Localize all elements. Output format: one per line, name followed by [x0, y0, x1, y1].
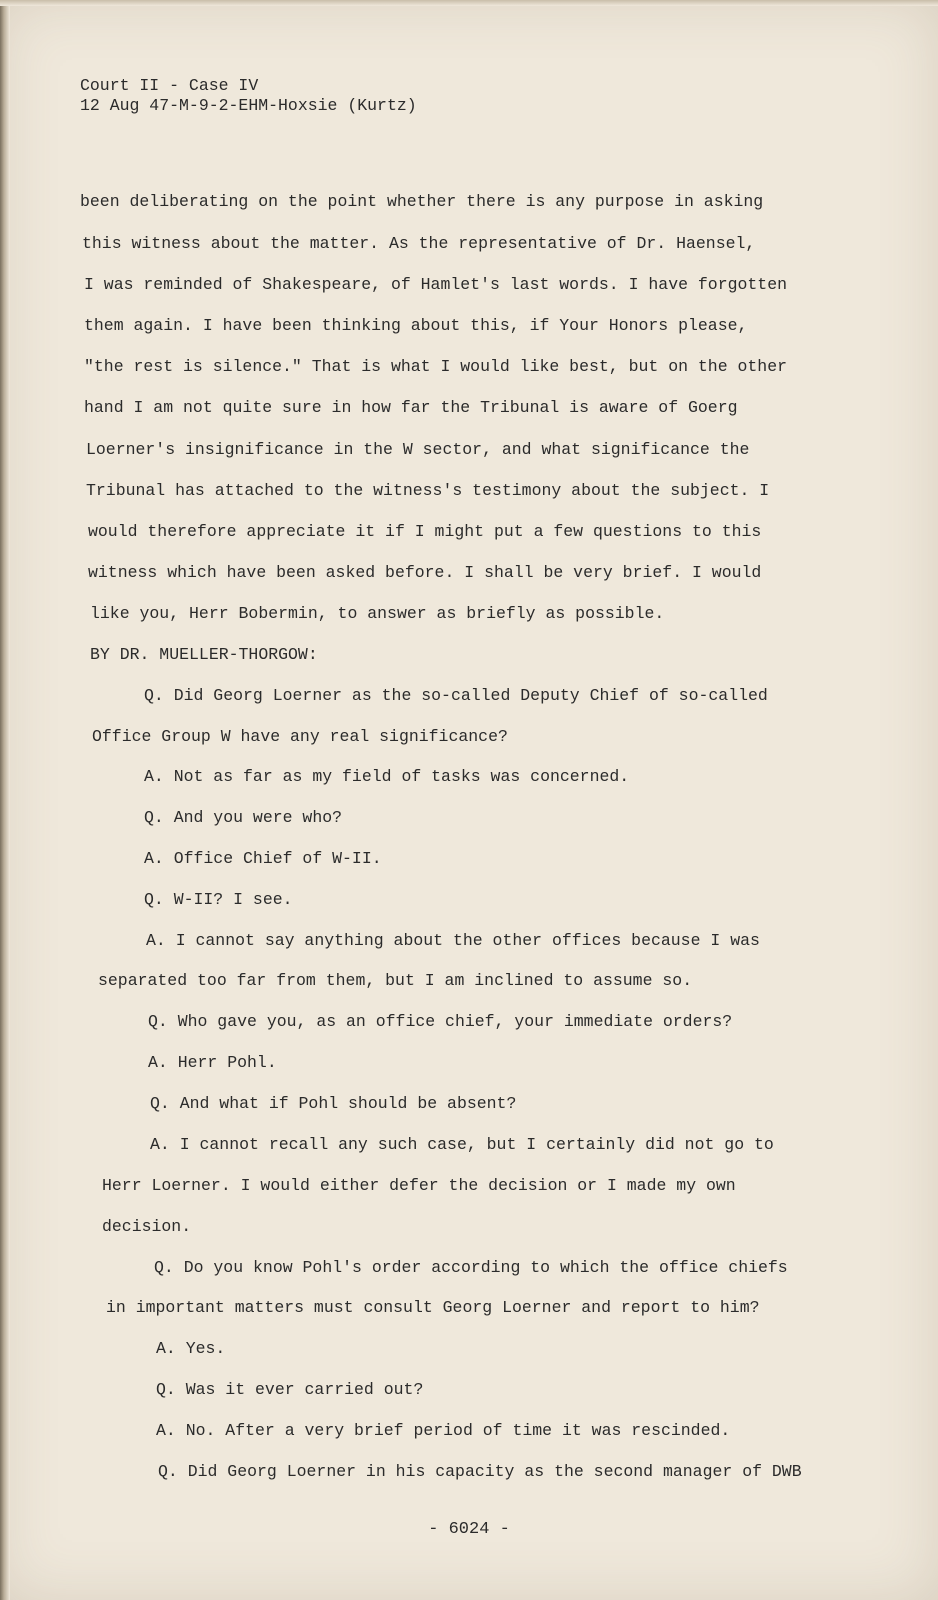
- question-line: in important matters must consult Georg Loerner and report to him?: [106, 1298, 760, 1317]
- body-line: Tribunal has attached to the witness's testimony about the subject. I: [86, 481, 770, 500]
- body-line: would therefore appreciate it if I might put a few questions to this: [88, 522, 762, 541]
- body-line: them again. I have been thinking about this, if Your Honors please,: [84, 316, 748, 335]
- body-line: witness which have been asked before. I shall be very brief. I would: [88, 563, 762, 582]
- body-line: been deliberating on the point whether there is any purpose in asking: [80, 192, 764, 211]
- question-line: Q. W-II? I see.: [144, 890, 293, 909]
- page-edge-shadow: [0, 0, 10, 1600]
- question-line: Q. Did Georg Loerner as the so-called Deputy Chief of so-called: [144, 686, 768, 705]
- answer-line: Herr Loerner. I would either defer the decision or I made my own: [102, 1176, 736, 1195]
- body-line: I was reminded of Shakespeare, of Hamlet's last words. I have forgotten: [84, 275, 788, 294]
- case-header: [80, 76, 417, 116]
- question-line: Q. Who gave you, as an office chief, your immediate orders?: [148, 1012, 733, 1031]
- body-line: hand I am not quite sure in how far the Tribunal is aware of Goerg: [84, 398, 738, 417]
- body-line: "the rest is silence." That is what I would like best, but on the other: [84, 357, 788, 376]
- question-line: Q. Was it ever carried out?: [156, 1380, 424, 1399]
- case-header-date: 12 Aug 47-M-9-2-EHM-Hoxsie (Kurtz): [80, 96, 417, 115]
- answer-line: separated too far from them, but I am inclined to assume so.: [98, 971, 693, 990]
- answer-line: A. Yes.: [156, 1339, 226, 1358]
- answer-line: A. Not as far as my field of tasks was concerned.: [144, 767, 630, 786]
- answer-line: A. Office Chief of W-II.: [144, 849, 382, 868]
- question-line: Q. Do you know Pohl's order according to which the office chiefs: [154, 1258, 788, 1277]
- body-line: this witness about the matter. As the representative of Dr. Haensel,: [82, 234, 756, 253]
- question-line: Q. And what if Pohl should be absent?: [150, 1094, 517, 1113]
- question-line: Q. Did Georg Loerner in his capacity as the second manager of DWB: [158, 1462, 802, 1481]
- page-top-shadow: [0, 0, 938, 6]
- question-line: Office Group W have any real significance?: [92, 727, 508, 746]
- body-line: Loerner's insignificance in the W sector, and what significance the: [86, 440, 750, 459]
- answer-line: A. No. After a very brief period of time it was rescinded.: [156, 1421, 731, 1440]
- answer-line: A. Herr Pohl.: [148, 1053, 277, 1072]
- body-line: like you, Herr Bobermin, to answer as briefly as possible.: [90, 604, 665, 623]
- question-line: Q. And you were who?: [144, 808, 343, 827]
- page-number: - 6024 -: [428, 1520, 510, 1539]
- answer-line: decision.: [102, 1217, 192, 1236]
- answer-line: A. I cannot recall any such case, but I certainly did not go to: [150, 1135, 774, 1154]
- examiner-heading: BY DR. MUELLER-THORGOW:: [90, 645, 318, 664]
- case-header-court: Court II - Case IV: [80, 76, 259, 95]
- answer-line: A. I cannot say anything about the other offices because I was: [146, 931, 760, 950]
